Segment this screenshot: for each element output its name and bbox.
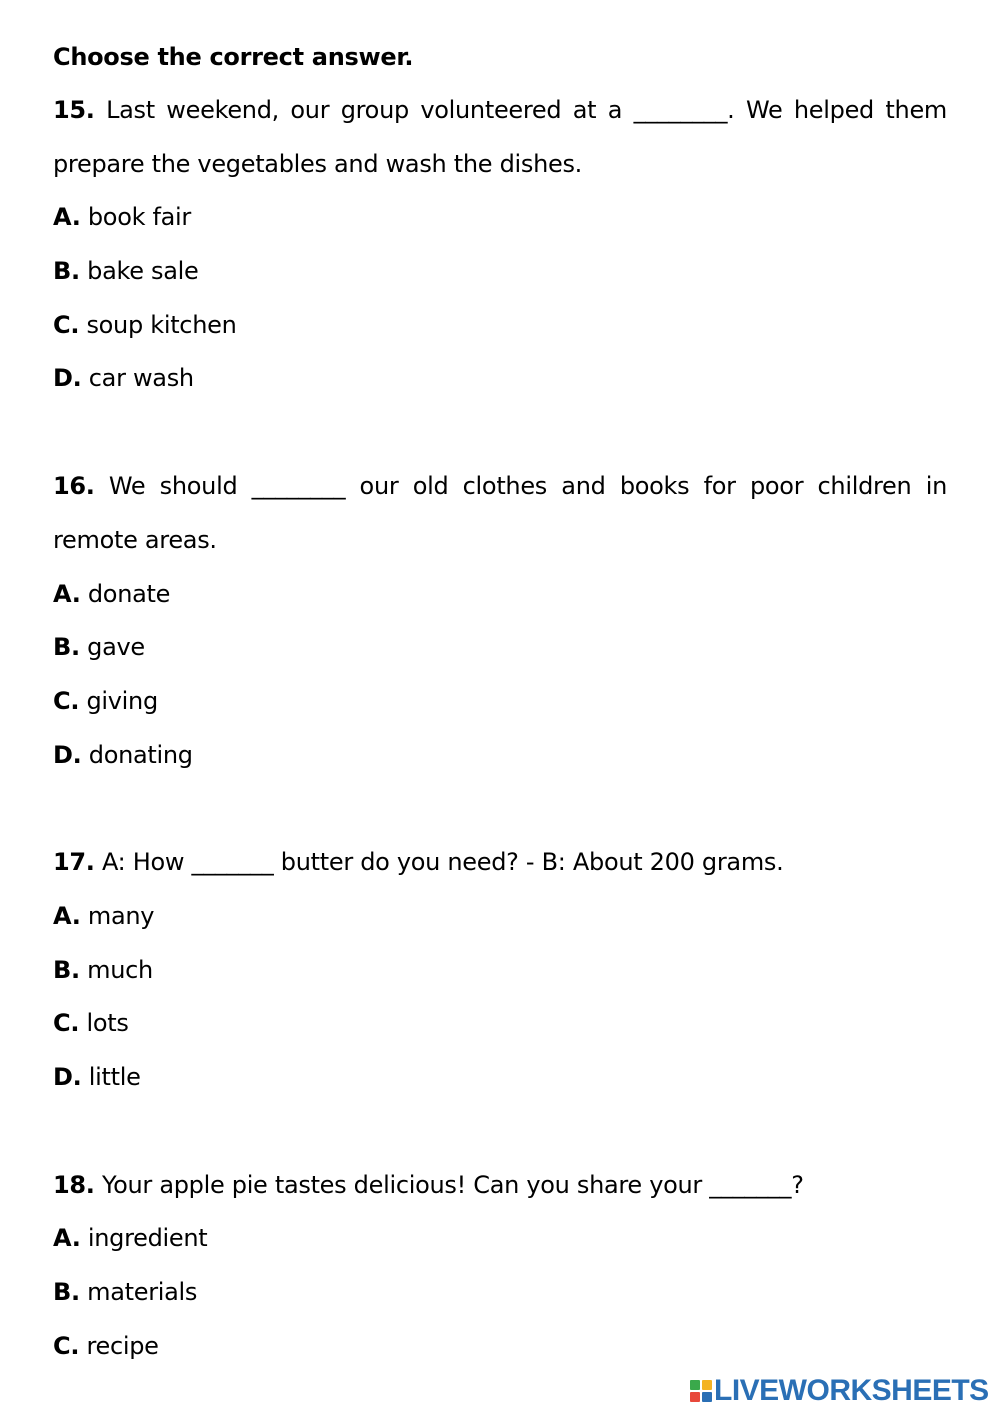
question-16 (53, 460, 947, 782)
liveworksheets-logo[interactable] (690, 1374, 989, 1408)
question-number: 16. (53, 472, 95, 501)
option-text: materials (79, 1278, 198, 1307)
option-letter: A. (53, 579, 81, 608)
option-letter: A. (53, 1224, 81, 1253)
liveworksheets-logo-icon (690, 1380, 712, 1402)
question-stem (53, 84, 947, 191)
question-text: A: How _______ butter do you need? - B: About 200 grams. (94, 848, 784, 877)
answer-option[interactable] (53, 1320, 947, 1374)
option-text: bake sale (79, 257, 199, 286)
option-letter: C. (53, 310, 80, 339)
question-stem (53, 836, 947, 890)
answer-option[interactable] (53, 1266, 947, 1320)
option-text: many (80, 902, 155, 931)
option-text: car wash (81, 364, 194, 393)
option-text: ingredient (80, 1224, 208, 1253)
option-letter: B. (53, 955, 80, 984)
option-text: little (81, 1063, 141, 1092)
answer-option[interactable] (53, 729, 947, 783)
option-letter: B. (53, 257, 80, 286)
option-letter: A. (53, 902, 81, 931)
option-text: lots (79, 1009, 129, 1038)
option-letter: A. (53, 203, 81, 232)
option-text: recipe (79, 1331, 159, 1360)
answer-option[interactable] (53, 675, 947, 729)
answer-option[interactable] (53, 191, 947, 245)
option-letter: C. (53, 1331, 80, 1360)
question-number: 17. (53, 848, 95, 877)
answer-option[interactable] (53, 1212, 947, 1266)
option-letter: B. (53, 1278, 80, 1307)
option-letter: D. (53, 364, 82, 393)
option-text: giving (79, 686, 158, 715)
answer-option[interactable] (53, 890, 947, 944)
question-18 (53, 1159, 947, 1374)
option-text: soup kitchen (79, 310, 237, 339)
question-text: Last weekend, our group volunteered at a ________. We helped them prepare the vegetables and wash the dishes. (53, 96, 947, 178)
option-text: donating (81, 740, 193, 769)
option-text: gave (79, 633, 145, 662)
answer-option[interactable] (53, 352, 947, 406)
question-17 (53, 836, 947, 1104)
option-letter: B. (53, 633, 80, 662)
option-text: donate (80, 579, 171, 608)
option-text: book fair (80, 203, 191, 232)
question-stem (53, 460, 947, 567)
option-letter: D. (53, 1063, 82, 1092)
question-number: 18. (53, 1170, 95, 1199)
answer-option[interactable] (53, 245, 947, 299)
question-15 (53, 84, 947, 406)
answer-option[interactable] (53, 944, 947, 998)
option-text: much (79, 955, 153, 984)
answer-option[interactable] (53, 299, 947, 353)
brand-name: LIVEWORKSHEETS (714, 1374, 989, 1407)
question-number: 15. (53, 96, 95, 124)
question-text: We should ________ our old clothes and books for poor children in remote areas. (53, 472, 947, 554)
answer-option[interactable] (53, 568, 947, 622)
answer-option[interactable] (53, 621, 947, 675)
question-text: Your apple pie tastes delicious! Can you share your _______? (94, 1170, 804, 1199)
option-letter: C. (53, 686, 80, 715)
worksheet-page (53, 30, 947, 1374)
option-letter: C. (53, 1009, 80, 1038)
question-stem (53, 1159, 947, 1213)
option-letter: D. (53, 740, 82, 769)
answer-option[interactable] (53, 1051, 947, 1105)
answer-option[interactable] (53, 997, 947, 1051)
instruction-heading: Choose the correct answer. (53, 43, 414, 71)
